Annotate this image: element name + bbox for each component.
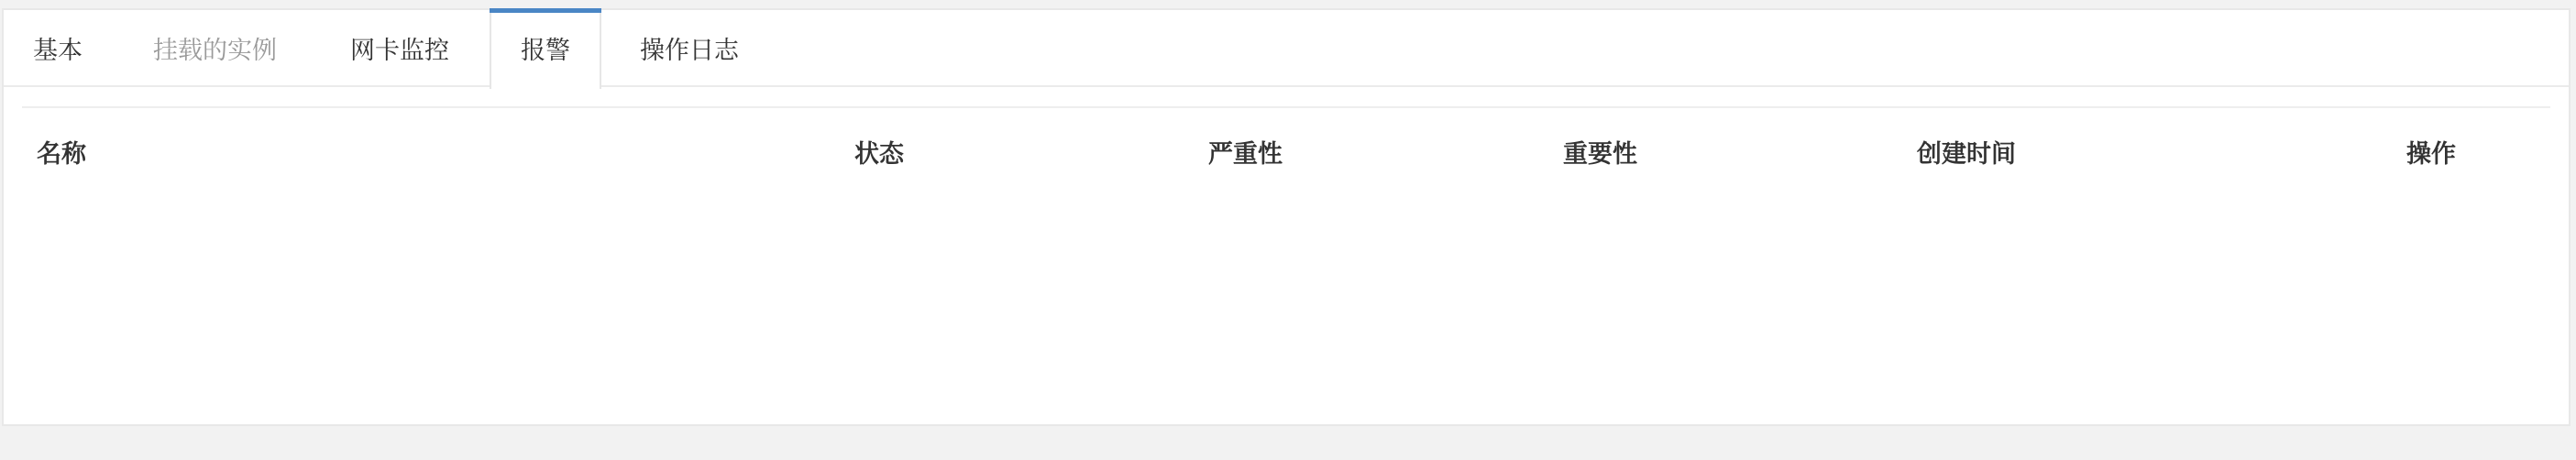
tab-bar	[4, 10, 2569, 87]
tab-nic-monitoring[interactable]: 网卡监控	[350, 37, 449, 65]
tab-basic[interactable]: 基本	[33, 37, 83, 65]
column-header-created-time: 创建时间	[1917, 140, 2016, 169]
column-header-status: 状态	[854, 140, 904, 169]
column-header-action: 操作	[2406, 140, 2456, 169]
column-header-severity: 严重性	[1208, 140, 1282, 169]
tab-mounted-instances: 挂载的实例	[153, 37, 277, 65]
alarm-table	[22, 106, 2550, 169]
content-panel	[2, 8, 2570, 426]
column-header-importance: 重要性	[1563, 140, 1637, 169]
tab-alarm[interactable]: 报警	[490, 10, 601, 89]
column-header-name: 名称	[37, 140, 86, 169]
tab-operation-log[interactable]: 操作日志	[640, 37, 739, 65]
